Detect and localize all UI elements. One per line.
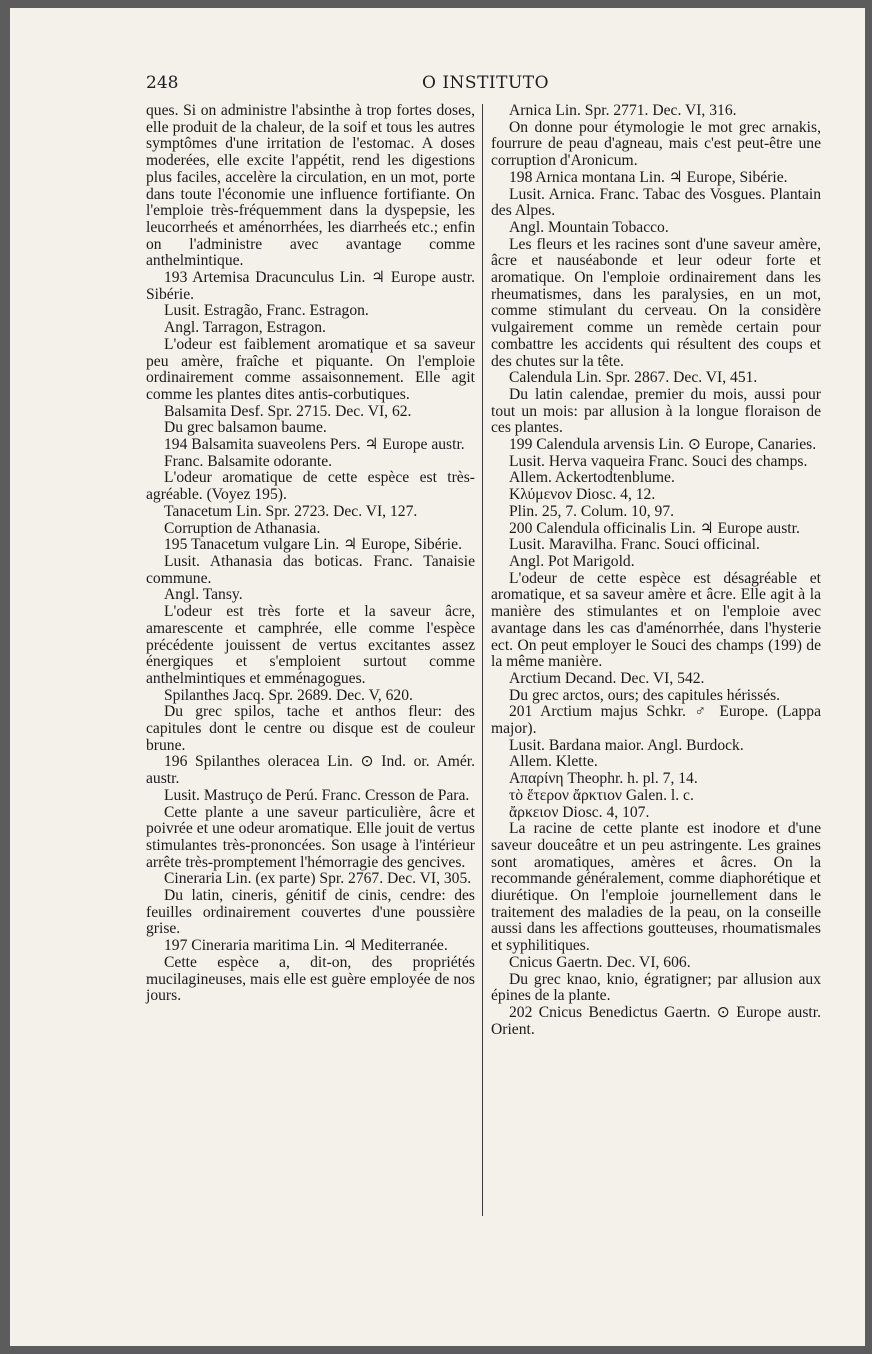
paragraph: Plin. 25, 7. Colum. 10, 97. xyxy=(509,502,675,520)
paragraph: Tanacetum Lin. Spr. 2723. Dec. VI, 127. xyxy=(164,502,418,520)
column-divider xyxy=(482,104,483,1216)
paragraph: Franc. Balsamite odorante. xyxy=(164,452,333,470)
paragraph: 194 Balsamita suaveolens Pers. ♃ Europe austr. xyxy=(164,436,465,454)
paragraph: La racine de cette plante est inodore et d'une saveur douceâtre et un peu astringente. Les graines sont aromatiques, amères et âcres. On la recommande généralement, comme diaphorétique et diurétique. On l'emploie journellement dans le traitement des maladies de la peau, on la conseille aussi dans les affections goutteuses, rhoumatismales et syphilitiques. xyxy=(491,820,821,955)
paragraph: Angl. Tarragon, Estragon. xyxy=(164,319,326,337)
paragraph: 199 Calendula arvensis Lin. ⊙ Europe, Canaries. xyxy=(509,436,817,454)
paragraph: 197 Cineraria maritima Lin. ♃ Mediterranée. xyxy=(164,937,448,955)
paragraph: Du grec arctos, ours; des capitules hérissés. xyxy=(509,686,781,704)
paragraph: ques. Si on administre l'absinthe à trop fortes doses, elle produit de la chaleur, de la soif et tous les autres symptômes d'une irritation de l'estomac. A doses moderées, elle excite l'appétit, rend les digestions plus faciles, accelère la circulation, en un mot, porte dans toute l'économie une influence fortifiante. On l'emploie très-fréquemment dans la dyspepsie, les leucorrheés et aménorrhées, les diarrheés etc.; enfin on l'administre avec avantage comme anthelmintique. xyxy=(146,102,475,270)
paragraph: Cnicus Gaertn. Dec. VI, 606. xyxy=(509,953,691,971)
paragraph: 198 Arnica montana Lin. ♃ Europe, Sibérie. xyxy=(509,168,788,186)
paragraph: Allem. Ackertodtenblume. xyxy=(509,469,675,487)
paragraph: On donne pour étymologie le mot grec arnakis, fourrure de peau d'agneau, mais c'est peut-être une corruption d'Aronicum. xyxy=(491,118,821,170)
left-column xyxy=(146,103,475,1005)
paragraph: Arnica Lin. Spr. 2771. Dec. VI, 316. xyxy=(509,102,737,119)
book-page xyxy=(10,8,865,1346)
paragraph: Allem. Klette. xyxy=(509,753,598,771)
paragraph: Du grec spilos, tache et anthos fleur: des capitules dont le centre ou disque est de couleur brune. xyxy=(146,703,475,754)
paragraph: τὸ ἕτερον ἄρκτιον Galen. l. c. xyxy=(509,786,694,804)
paragraph: L'odeur aromatique de cette espèce est très-agréable. (Voyez 195). xyxy=(146,469,475,504)
right-column xyxy=(491,103,821,1038)
paragraph: Κλύμενον Diosc. 4, 12. xyxy=(509,486,656,504)
paragraph: 201 Arctium majus Schkr. ♂ Europe. (Lappa major). xyxy=(491,703,821,738)
paragraph: Du grec knao, knio, égratigner; par allusion aux épines de la plante. xyxy=(491,970,821,1005)
paragraph: Cineraria Lin. (ex parte) Spr. 2767. Dec. VI, 305. xyxy=(164,870,472,888)
paragraph: Cette plante a une saveur particulière, âcre et poivrée et une odeur aromatique. Elle jouit de vertus stimulantes très-prononcées. Son usage à l'intérieur arrête très-promptement l'hémorragie des gencives. xyxy=(146,803,475,871)
paragraph: Du grec balsamon baume. xyxy=(164,419,327,437)
paragraph: L'odeur de cette espèce est désagréable et aromatique, et sa saveur amère et âcre. Elle agit à la manière des stimulantes et on l'emploie avec avantage dans les cas d'aménorrhée, dans l'hysterie ect. On peut employer le Souci des champs (199) de la même manière. xyxy=(491,569,821,671)
page-number: 248 xyxy=(146,73,179,93)
paragraph: 196 Spilanthes oleracea Lin. ⊙ Ind. or. Amér. austr. xyxy=(146,753,475,788)
paragraph: ἄρκειον Diosc. 4, 107. xyxy=(509,803,650,821)
paragraph: Angl. Mountain Tobacco. xyxy=(509,218,669,236)
paragraph: 200 Calendula officinalis Lin. ♃ Europe austr. xyxy=(509,519,800,537)
paragraph: L'odeur est très forte et la saveur âcre, amarescente et camphrée, elle comme l'espèce précédente jouissent de vertus excitantes assez énergiques et s'emploient surtout comme anthelmintiques et emménagogues. xyxy=(146,603,475,687)
running-title: O INSTITUTO xyxy=(422,73,550,93)
paragraph: Les fleurs et les racines sont d'une saveur amère, âcre et nauséabonde et leur odeur forte et aromatique. On l'emploie ordinairement dans les rheumatismes, dans les paralysies, en un mot, comme stimulant du cerveau. On la considère vulgairement comme un remède certain pour combattre les accidents qui résultent des coups et des chutes sur la tête. xyxy=(491,235,821,370)
paragraph: Spilanthes Jacq. Spr. 2689. Dec. V, 620. xyxy=(164,686,413,704)
paragraph: Lusit. Athanasia das boticas. Franc. Tanaisie commune. xyxy=(146,552,475,587)
paragraph: Lusit. Estragão, Franc. Estragon. xyxy=(164,302,369,320)
paragraph: Lusit. Herva vaqueira Franc. Souci des champs. xyxy=(509,452,808,470)
paragraph: 195 Tanacetum vulgare Lin. ♃ Europe, Sibérie. xyxy=(164,536,462,554)
paragraph: 202 Cnicus Benedictus Gaertn. ⊙ Europe austr. Orient. xyxy=(491,1003,821,1038)
paragraph: Lusit. Arnica. Franc. Tabac des Vosgues. Plantain des Alpes. xyxy=(491,185,821,220)
page-header xyxy=(10,73,865,103)
paragraph: Lusit. Mastruço de Perú. Franc. Cresson de Para. xyxy=(164,786,470,804)
paragraph: Απαρίνη Theophr. h. pl. 7, 14. xyxy=(509,770,698,788)
paragraph: Lusit. Bardana maior. Angl. Burdock. xyxy=(509,736,744,754)
paragraph: Angl. Pot Marigold. xyxy=(509,552,635,570)
paragraph: Du latin, cineris, génitif de cinis, cendre: des feuilles ordinairement couvertes d'une poussière grise. xyxy=(146,887,475,938)
paragraph: 193 Artemisa Dracunculus Lin. ♃ Europe austr. Sibérie. xyxy=(146,269,475,303)
paragraph: Calendula Lin. Spr. 2867. Dec. VI, 451. xyxy=(509,369,758,387)
paragraph: Corruption de Athanasia. xyxy=(164,519,321,537)
paragraph: Balsamita Desf. Spr. 2715. Dec. VI, 62. xyxy=(164,402,412,420)
paragraph: Cette espèce a, dit-on, des propriétés mucilagineuses, mais elle est guère employée de nos jours. xyxy=(146,953,475,1005)
paragraph: L'odeur est faiblement aromatique et sa saveur peu amère, fraîche et piquante. On l'emploie ordinairement comme assaisonnement. Elle agit comme les plantes dites antis-corbutiques. xyxy=(146,335,475,403)
paragraph: Du latin calendae, premier du mois, aussi pour tout un mois: par allusion à la longue floraison de ces plantes. xyxy=(491,385,821,437)
paragraph: Lusit. Maravilha. Franc. Souci officinal. xyxy=(509,536,760,554)
paragraph: Arctium Decand. Dec. VI, 542. xyxy=(509,669,705,687)
paragraph: Angl. Tansy. xyxy=(164,586,243,604)
